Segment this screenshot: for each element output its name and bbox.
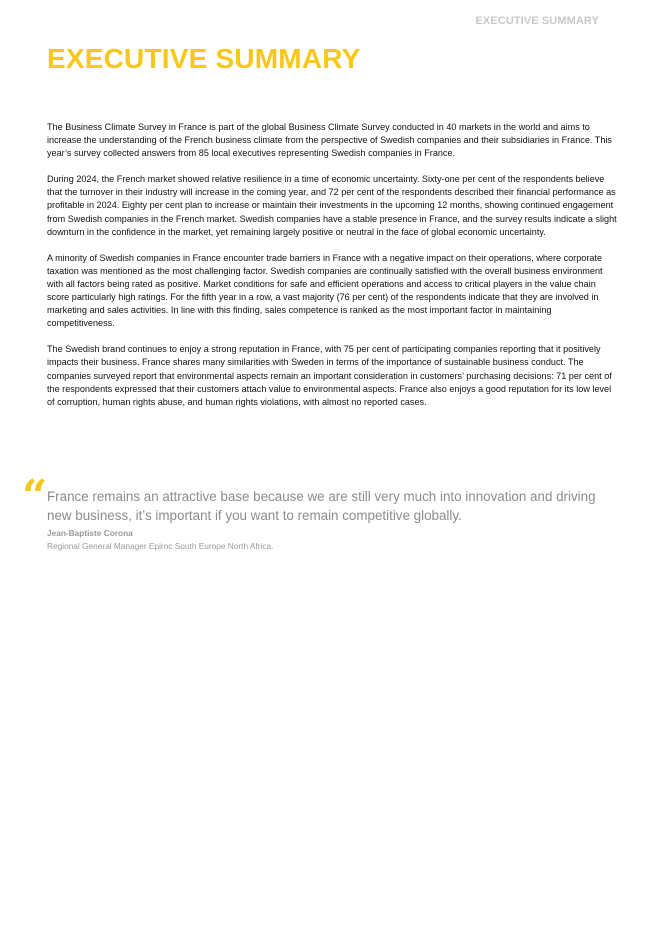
pull-quote [20,471,610,551]
quote-author: Jean-Baptiste Corona [47,527,133,538]
paragraph-trade-barriers: A minority of Swedish companies in France encounter trade barriers in France with a negative impact on their operations, where corporate taxation was mentioned as the most challenging factor. Swedish companies are continually satisfied with the overall business environment with all factors being rated as positive. Market conditions for safe and efficient operations and access to critical players in the value chain score particularly high ratings. For the fifth year in a row, a vast majority (76 per cent) of the respondents indicate that they are involved in marketing and sales activities. In line with this finding, sales competence is ranked as the most important factor in maintaining competitiveness. [47,252,603,329]
running-header: EXECUTIVE SUMMARY [475,15,599,27]
paragraph-intro: The Business Climate Survey in France is part of the global Business Climate Survey conducted in 40 markets in the world and aims to increase the understanding of the French business climate from the perspective of Swedish companies and their subsidiaries in France. This year’s survey collected answers from 85 local executives representing Swedish companies in France. [47,122,612,159]
page-title: EXECUTIVE SUMMARY [47,43,361,74]
paragraph-swedish-brand: The Swedish brand continues to enjoy a strong reputation in France, with 75 per cent of participating companies reporting that it positively impacts their business. France shares many similarities with Sweden in terms of the importance of sustainable business conduct. The companies surveyed report that environmental aspects remain an important consideration in customers’ purchasing decisions: 71 per cent of the respondents expressed that their customers attach value to environmental aspects. France also enjoys a good reputation for its low level of corruption, human rights abuse, and human rights violations, with almost no reported cases. [47,344,612,407]
quote-author-role: Regional General Manager Epiroc South Europe North Africa. [47,540,274,551]
quote-mark-icon: “ [22,471,48,522]
paragraph-market: During 2024, the French market showed relative resilience in a time of economic uncertainty. Sixty-one per cent of the respondents believe that the turnover in their industry will increase in the coming year, and 72 per cent of the respondents described their financial performance as profitable in 2024. Eighty per cent plan to increase or maintain their investments in the upcoming 12 months, showing continued engagement from Swedish companies in the French market. Swedish companies have a stable presence in France, and the survey results indicate a slight downturn in the confidence in the market, yet remaining largely positive or neutral in the face of global economic uncertainty. [47,174,617,237]
quote-text: France remains an attractive base because we are still very much into innovation and driving new business, it’s important if you want to remain competitive globally. [47,489,596,523]
body-text [47,121,617,422]
